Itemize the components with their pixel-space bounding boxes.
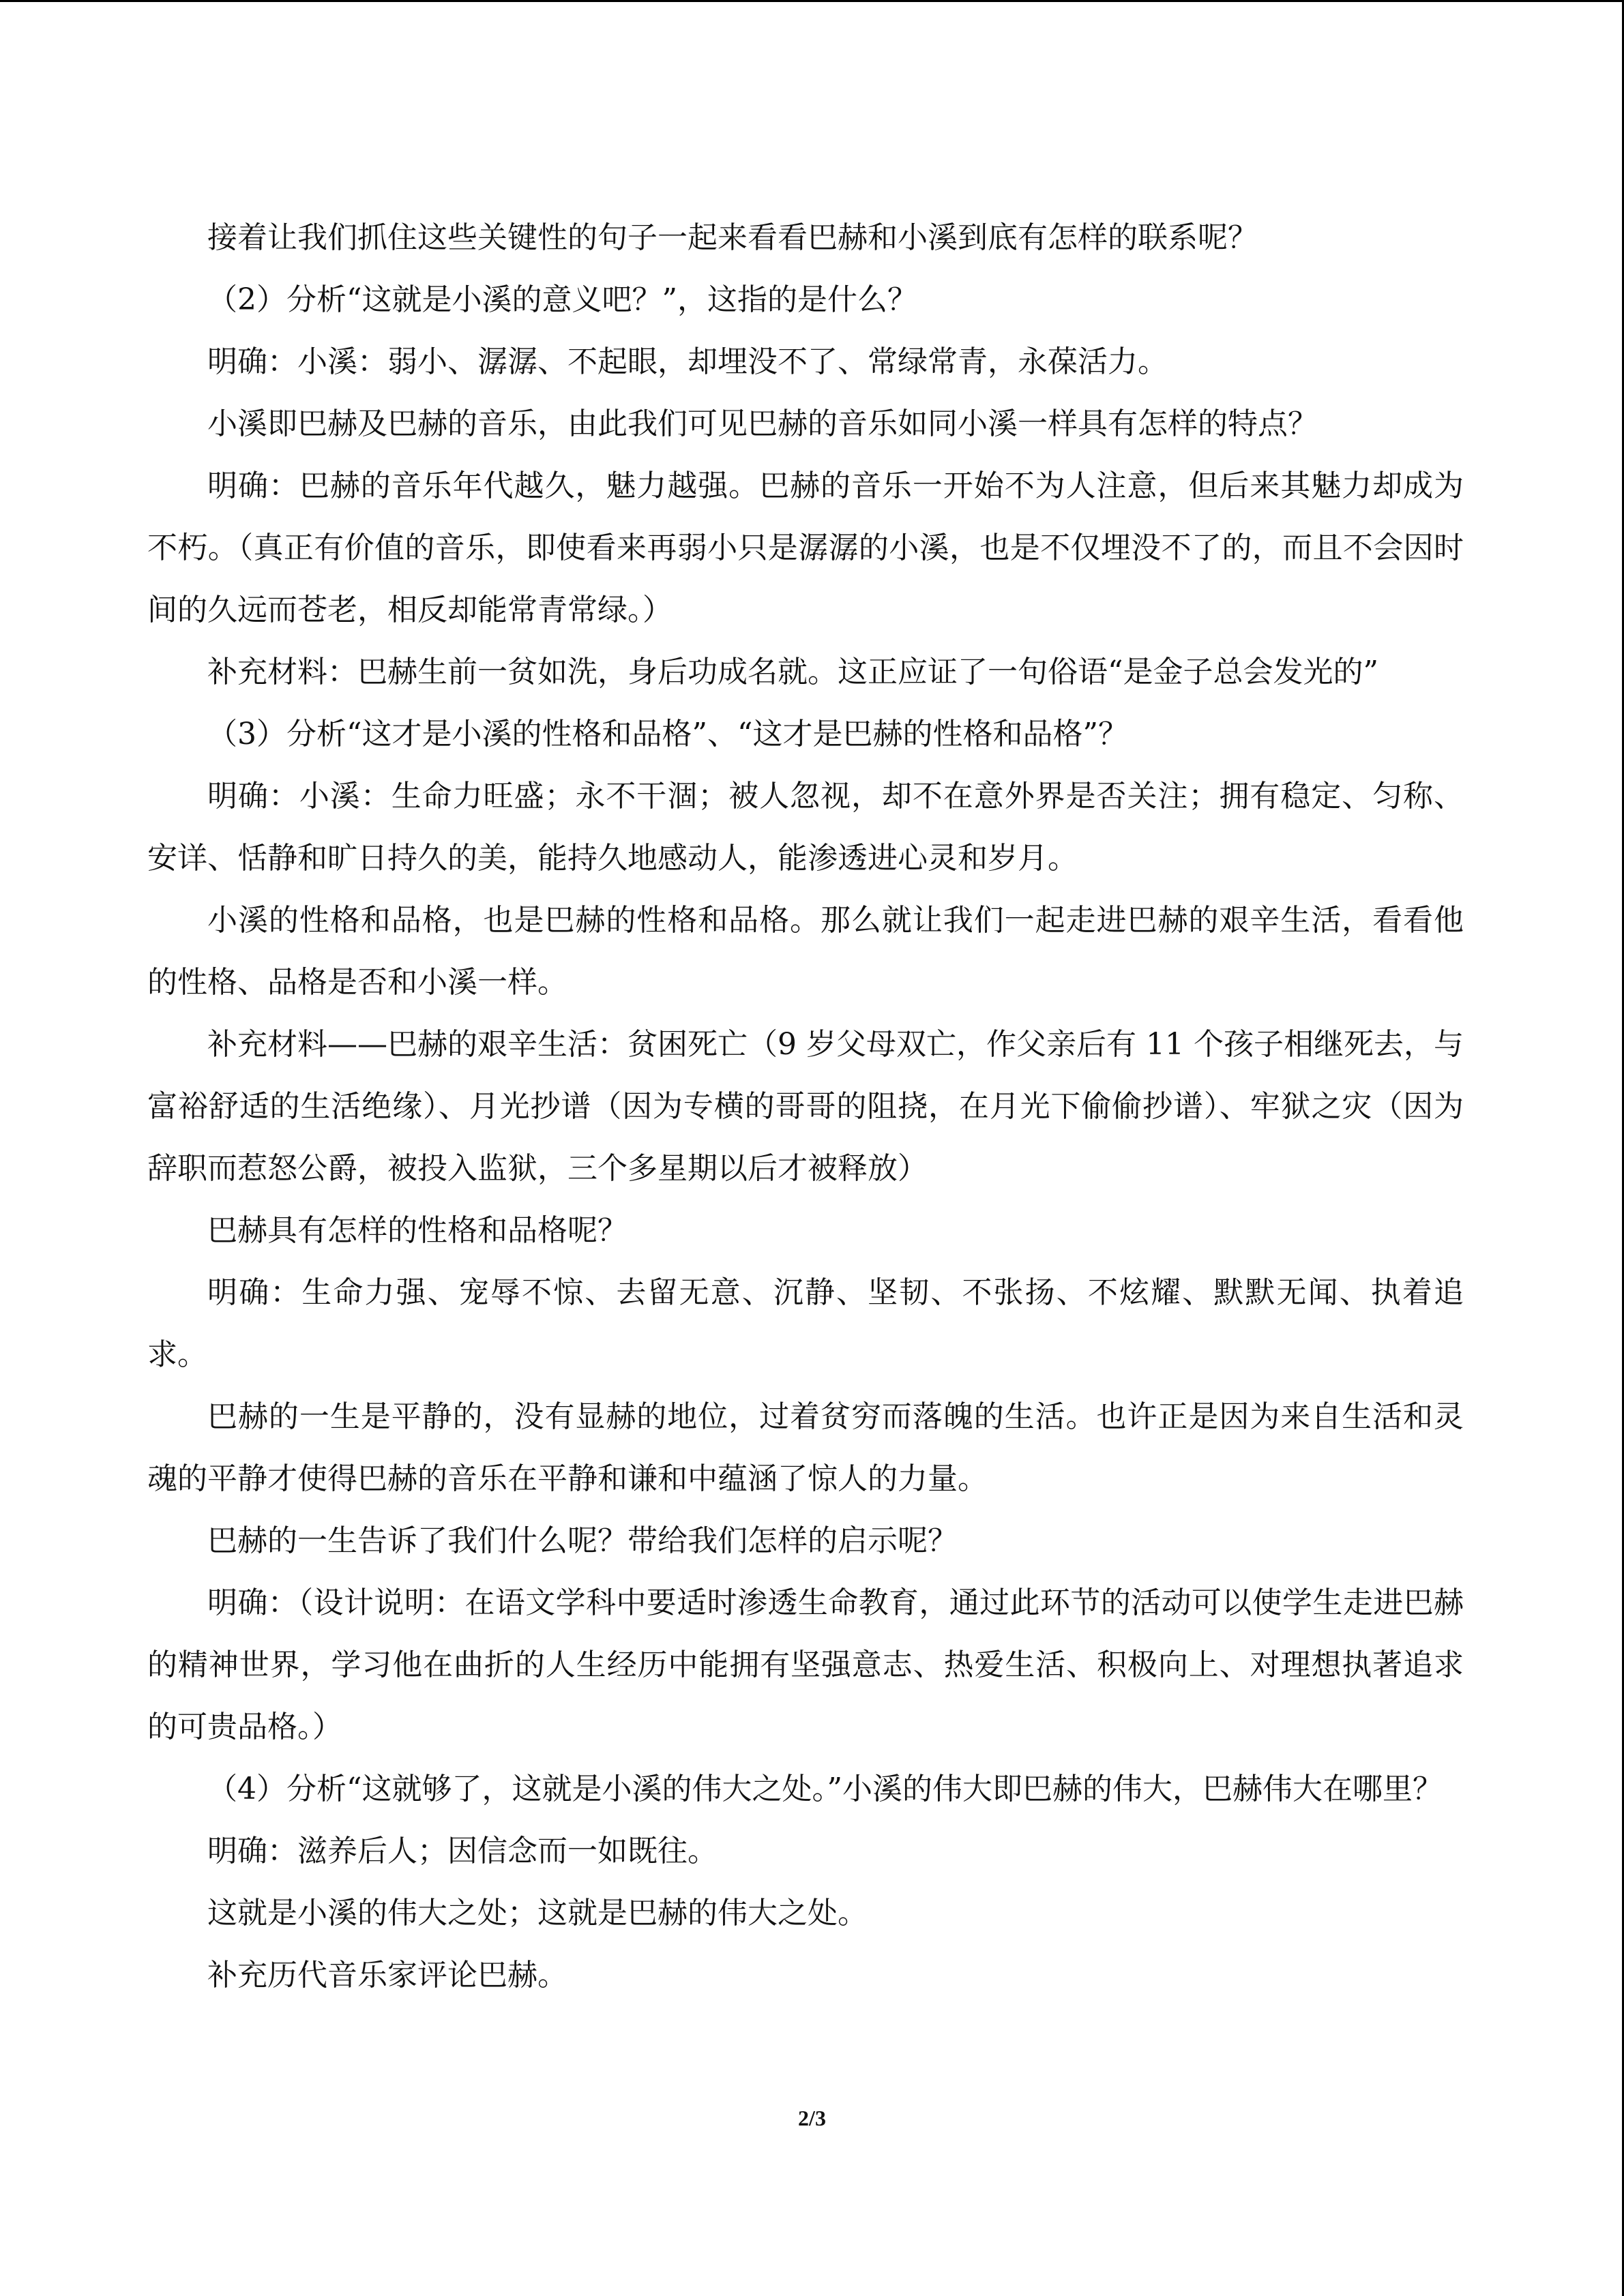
paragraph-1: 接着让我们抓住这些关键性的句子一起来看看巴赫和小溪到底有怎样的联系呢？ bbox=[207, 220, 1258, 255]
paragraph-11: 巴赫具有怎样的性格和品格呢？ bbox=[207, 1213, 628, 1248]
body-text bbox=[147, 207, 1464, 2006]
paragraph-15: 明确：（设计说明：在语文学科中要适时渗透生命教育，通过此环节的活动可以使学生走进巴赫的精神世界，学习他在曲折的人生经历中能拥有坚强意志、热爱生活、积极向上、对理想执著追求的可贵品格。） bbox=[147, 1585, 1464, 1744]
paragraph-9: 小溪的性格和品格，也是巴赫的性格和品格。那么就让我们一起走进巴赫的艰辛生活，看看他的性格、品格是否和小溪一样。 bbox=[147, 903, 1464, 1000]
paragraph-17: 明确：滋养后人；因信念而一如既往。 bbox=[207, 1834, 718, 1868]
paragraph-5: 明确：巴赫的音乐年代越久，魅力越强。巴赫的音乐一开始不为人注意，但后来其魅力却成为不朽。（真正有价值的音乐，即使看来再弱小只是潺潺的小溪，也是不仅埋没不了的，而且不会因时间的久远而苍老，相反却能常青常绿。） bbox=[147, 468, 1464, 627]
paragraph-13: 巴赫的一生是平静的，没有显赫的地位，过着贫穷而落魄的生活。也许正是因为来自生活和灵魂的平静才使得巴赫的音乐在平静和谦和中蕴涵了惊人的力量。 bbox=[147, 1399, 1464, 1496]
paragraph-4: 小溪即巴赫及巴赫的音乐，由此我们可见巴赫的音乐如同小溪一样具有怎样的特点？ bbox=[207, 406, 1318, 441]
paragraph-16: （4）分析“这就够了，这就是小溪的伟大之处。”小溪的伟大即巴赫的伟大，巴赫伟大在哪里？ bbox=[207, 1772, 1443, 1806]
paragraph-19: 补充历代音乐家评论巴赫。 bbox=[207, 1958, 567, 1993]
paragraph-12: 明确：生命力强、宠辱不惊、去留无意、沉静、坚韧、不张扬、不炫耀、默默无闻、执着追求。 bbox=[147, 1275, 1464, 1372]
page-number: 2/3 bbox=[798, 2106, 826, 2130]
paragraph-6: 补充材料：巴赫生前一贫如洗，身后功成名就。这正应证了一句俗语“是金子总会发光的” bbox=[207, 655, 1378, 689]
paragraph-8: 明确：小溪：生命力旺盛；永不干涸；被人忽视，却不在意外界是否关注；拥有稳定、匀称、安详、恬静和旷日持久的美，能持久地感动人，能渗透进心灵和岁月。 bbox=[147, 779, 1464, 876]
paragraph-10: 补充材料——巴赫的艰辛生活：贫困死亡（9 岁父母双亡，作父亲后有 11 个孩子相继死去，与富裕舒适的生活绝缘）、月光抄谱（因为专横的哥哥的阻挠，在月光下偷偷抄谱）、牢狱之灾（因为辞职而惹怒公爵，被投入监狱，三个多星期以后才被释放） bbox=[147, 1027, 1464, 1186]
paragraph-18: 这就是小溪的伟大之处；这就是巴赫的伟大之处。 bbox=[207, 1896, 868, 1930]
paragraph-14: 巴赫的一生告诉了我们什么呢？带给我们怎样的启示呢？ bbox=[207, 1523, 958, 1558]
paragraph-3: 明确：小溪：弱小、潺潺、不起眼，却埋没不了、常绿常青，永葆活力。 bbox=[207, 344, 1168, 379]
paragraph-2: （2）分析“这就是小溪的意义吧？”，这指的是什么？ bbox=[207, 282, 917, 317]
paragraph-7: （3）分析“这才是小溪的性格和品格”、“这才是巴赫的性格和品格”？ bbox=[207, 717, 1128, 751]
